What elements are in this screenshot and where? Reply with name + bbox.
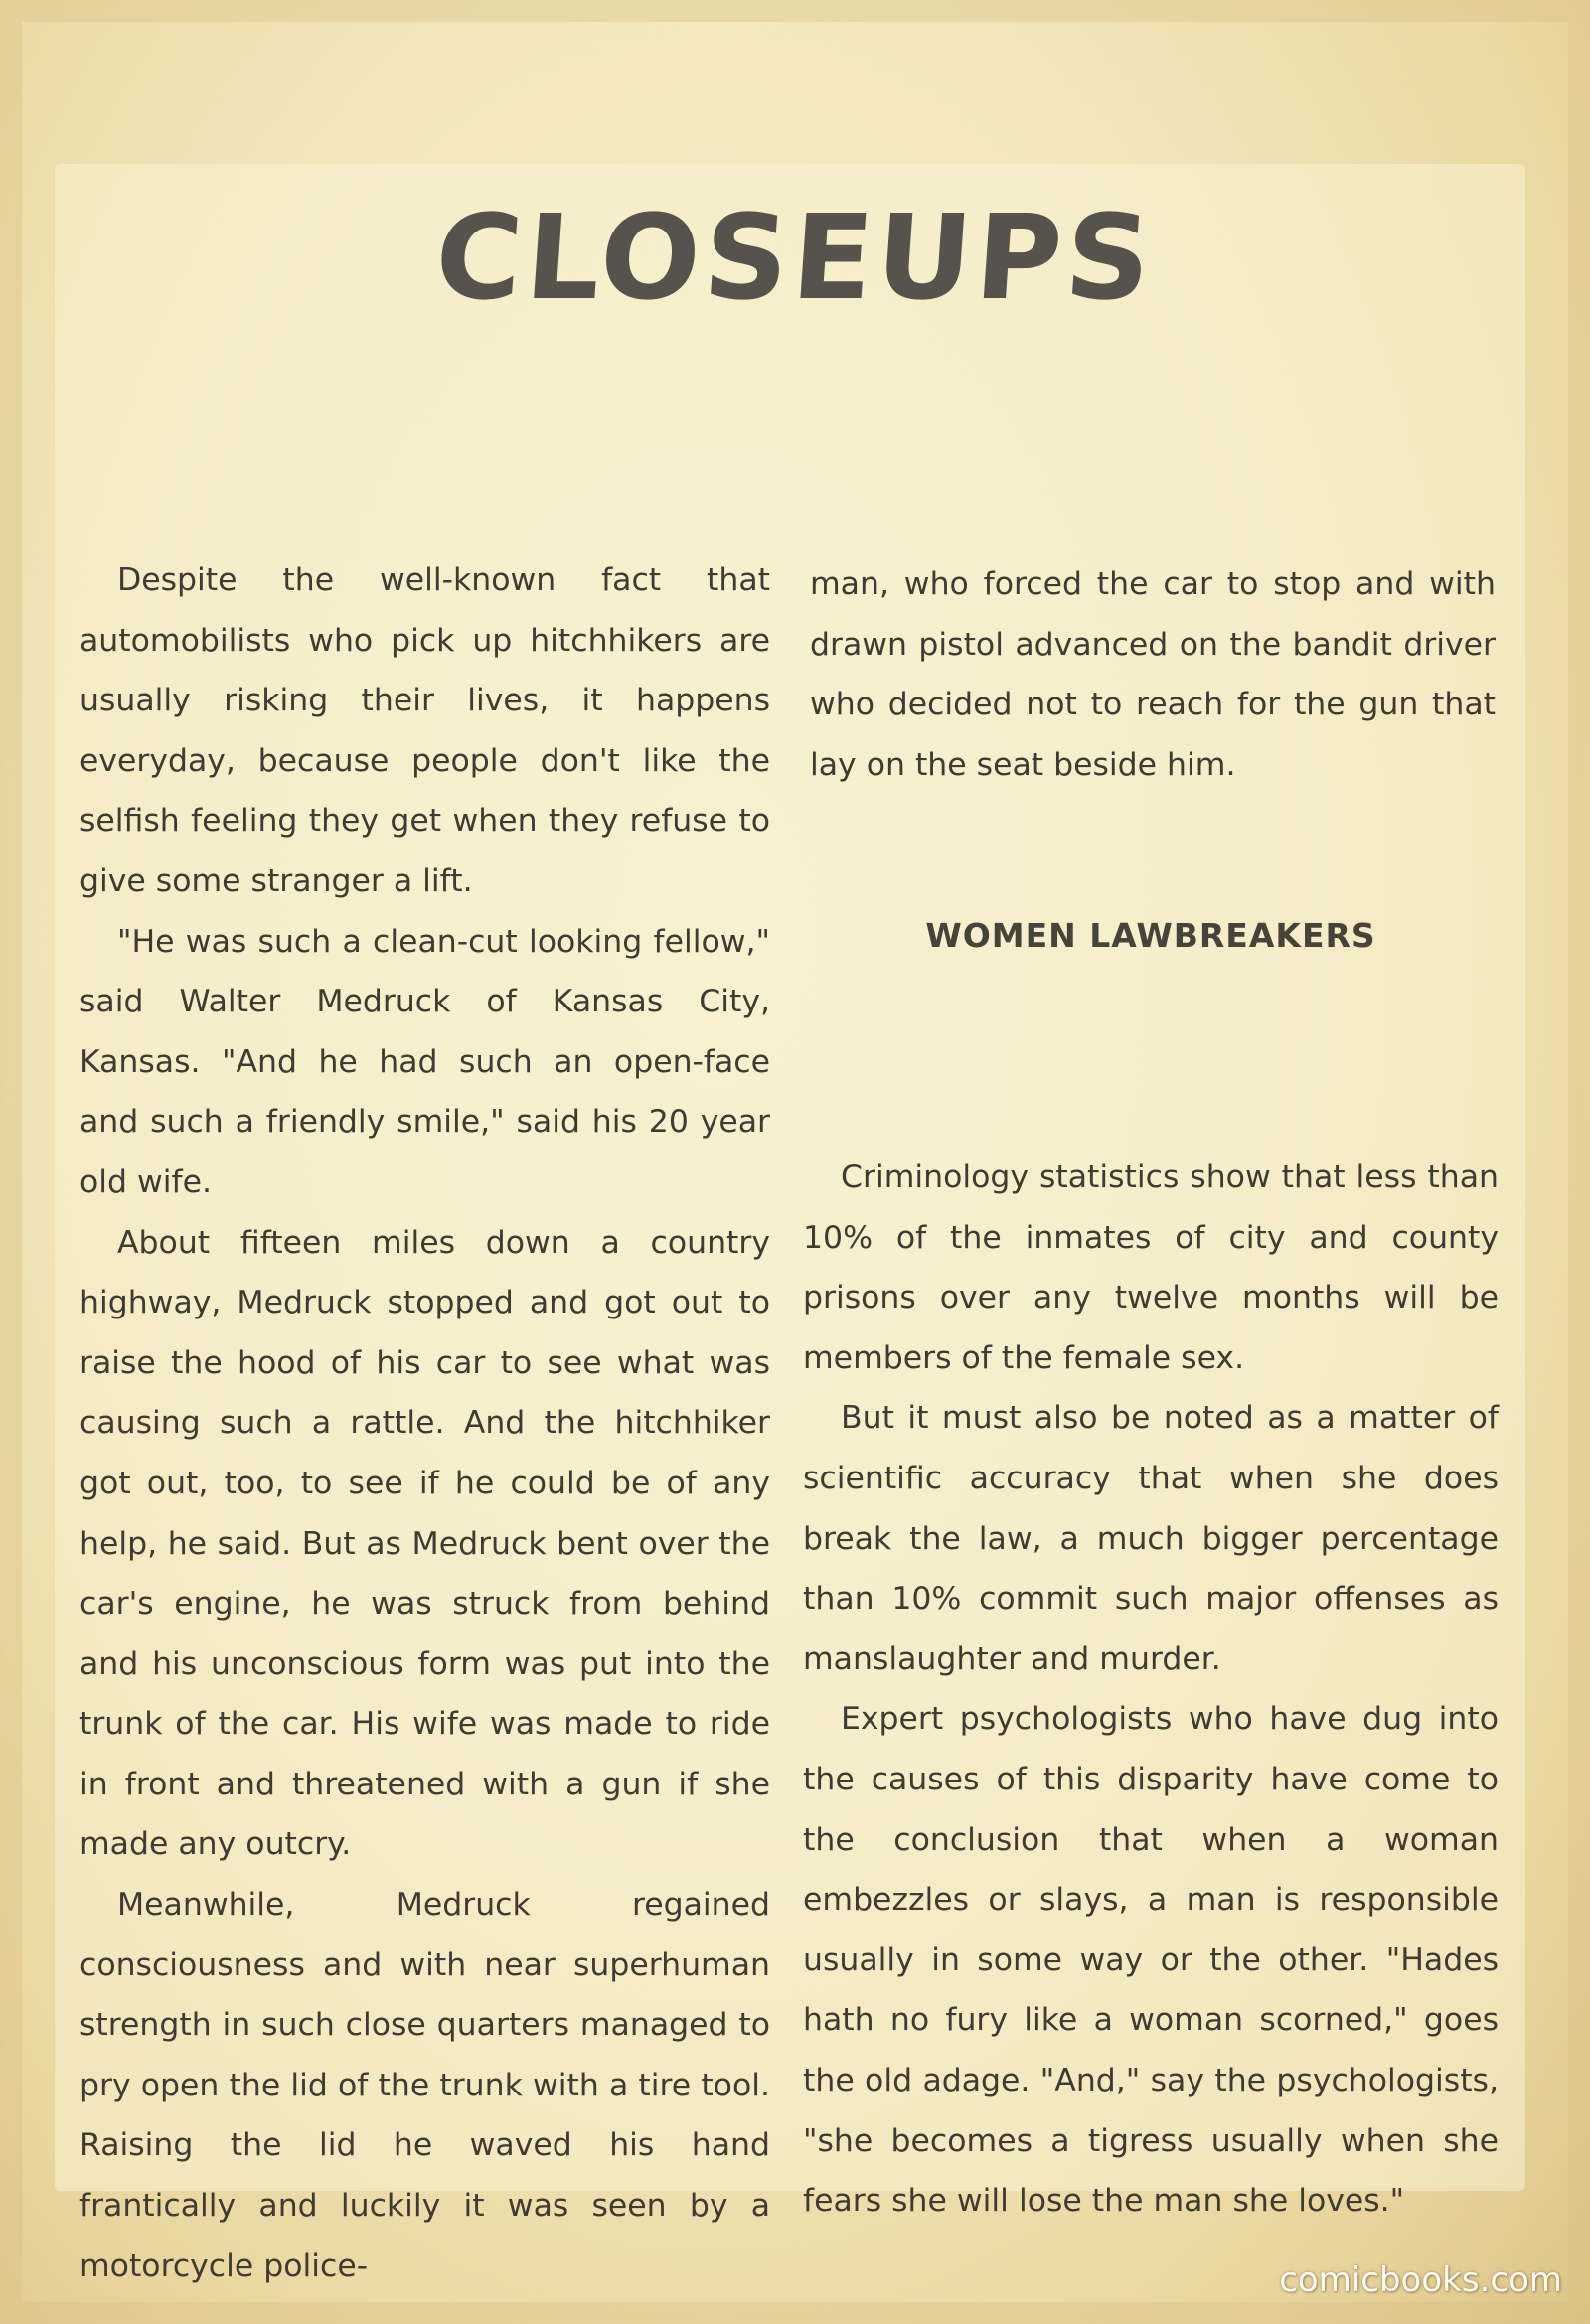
watermark: comicbooks.com (1279, 2260, 1562, 2300)
left-column (80, 550, 770, 2296)
left-paragraph-1: Despite the well-known fact that automobilists who pick up hitchhikers are usually risking their lives, it happens everyday, because people don't like the selfish feeling they get when they refuse to give some stranger a lift. (80, 562, 770, 899)
section-heading: WOMEN LAWBREAKERS (925, 916, 1376, 955)
right-column-continuation (810, 554, 1496, 795)
right-paragraph-1: Criminology statistics show that less than 10% of the inmates of city and county prisons over any twelve months will be members of the female sex. (803, 1160, 1499, 1376)
page-title: CLOSEUPS (430, 189, 1160, 326)
left-paragraph-4: Meanwhile, Medruck regained consciousness and with near superhuman strength in such close quarters managed to pry open the lid of the trunk with a tire tool. Raising the lid he waved his hand frantically and luckily it was seen by a motorcycle police- (80, 1887, 770, 2284)
right-paragraph-3: Expert psychologists who have dug into the causes of this disparity have come to the conclusion that when a woman embezzles or slays, a man is responsible usually in some way or the other. "Hades hath no fury like a woman scorned," goes the old adage. "And," say the psychologists, "she becomes a tigress usually when she fears she will lose the man she loves." (803, 1701, 1499, 2220)
right-paragraph-2: But it must also be noted as a matter of scientific accuracy that when she does break the law, a much bigger percentage than 10% commit such major offenses as manslaughter and murder. (803, 1400, 1499, 1677)
left-paragraph-3: About fifteen miles down a country highway, Medruck stopped and got out to raise the hood of his car to see what was causing such a rattle. And the hitchhiker got out, too, to see if he could be of any help, he said. But as Medruck bent over the car's engine, he was struck from behind and his unconscious form was put into the trunk of the car. His wife was made to ride in front and threatened with a gun if she made any outcry. (80, 1224, 770, 1863)
right-continuation-paragraph: man, who forced the car to stop and with drawn pistol advanced on the bandit driver who decided not to reach for the gun that lay on the seat beside him. (810, 566, 1496, 783)
right-column-article (803, 1148, 1499, 2232)
left-paragraph-2: "He was such a clean-cut looking fellow," said Walter Medruck of Kansas City, Kansas. "And he had such an open-face and such a friendly smile," said his 20 year old wife. (80, 923, 770, 1200)
